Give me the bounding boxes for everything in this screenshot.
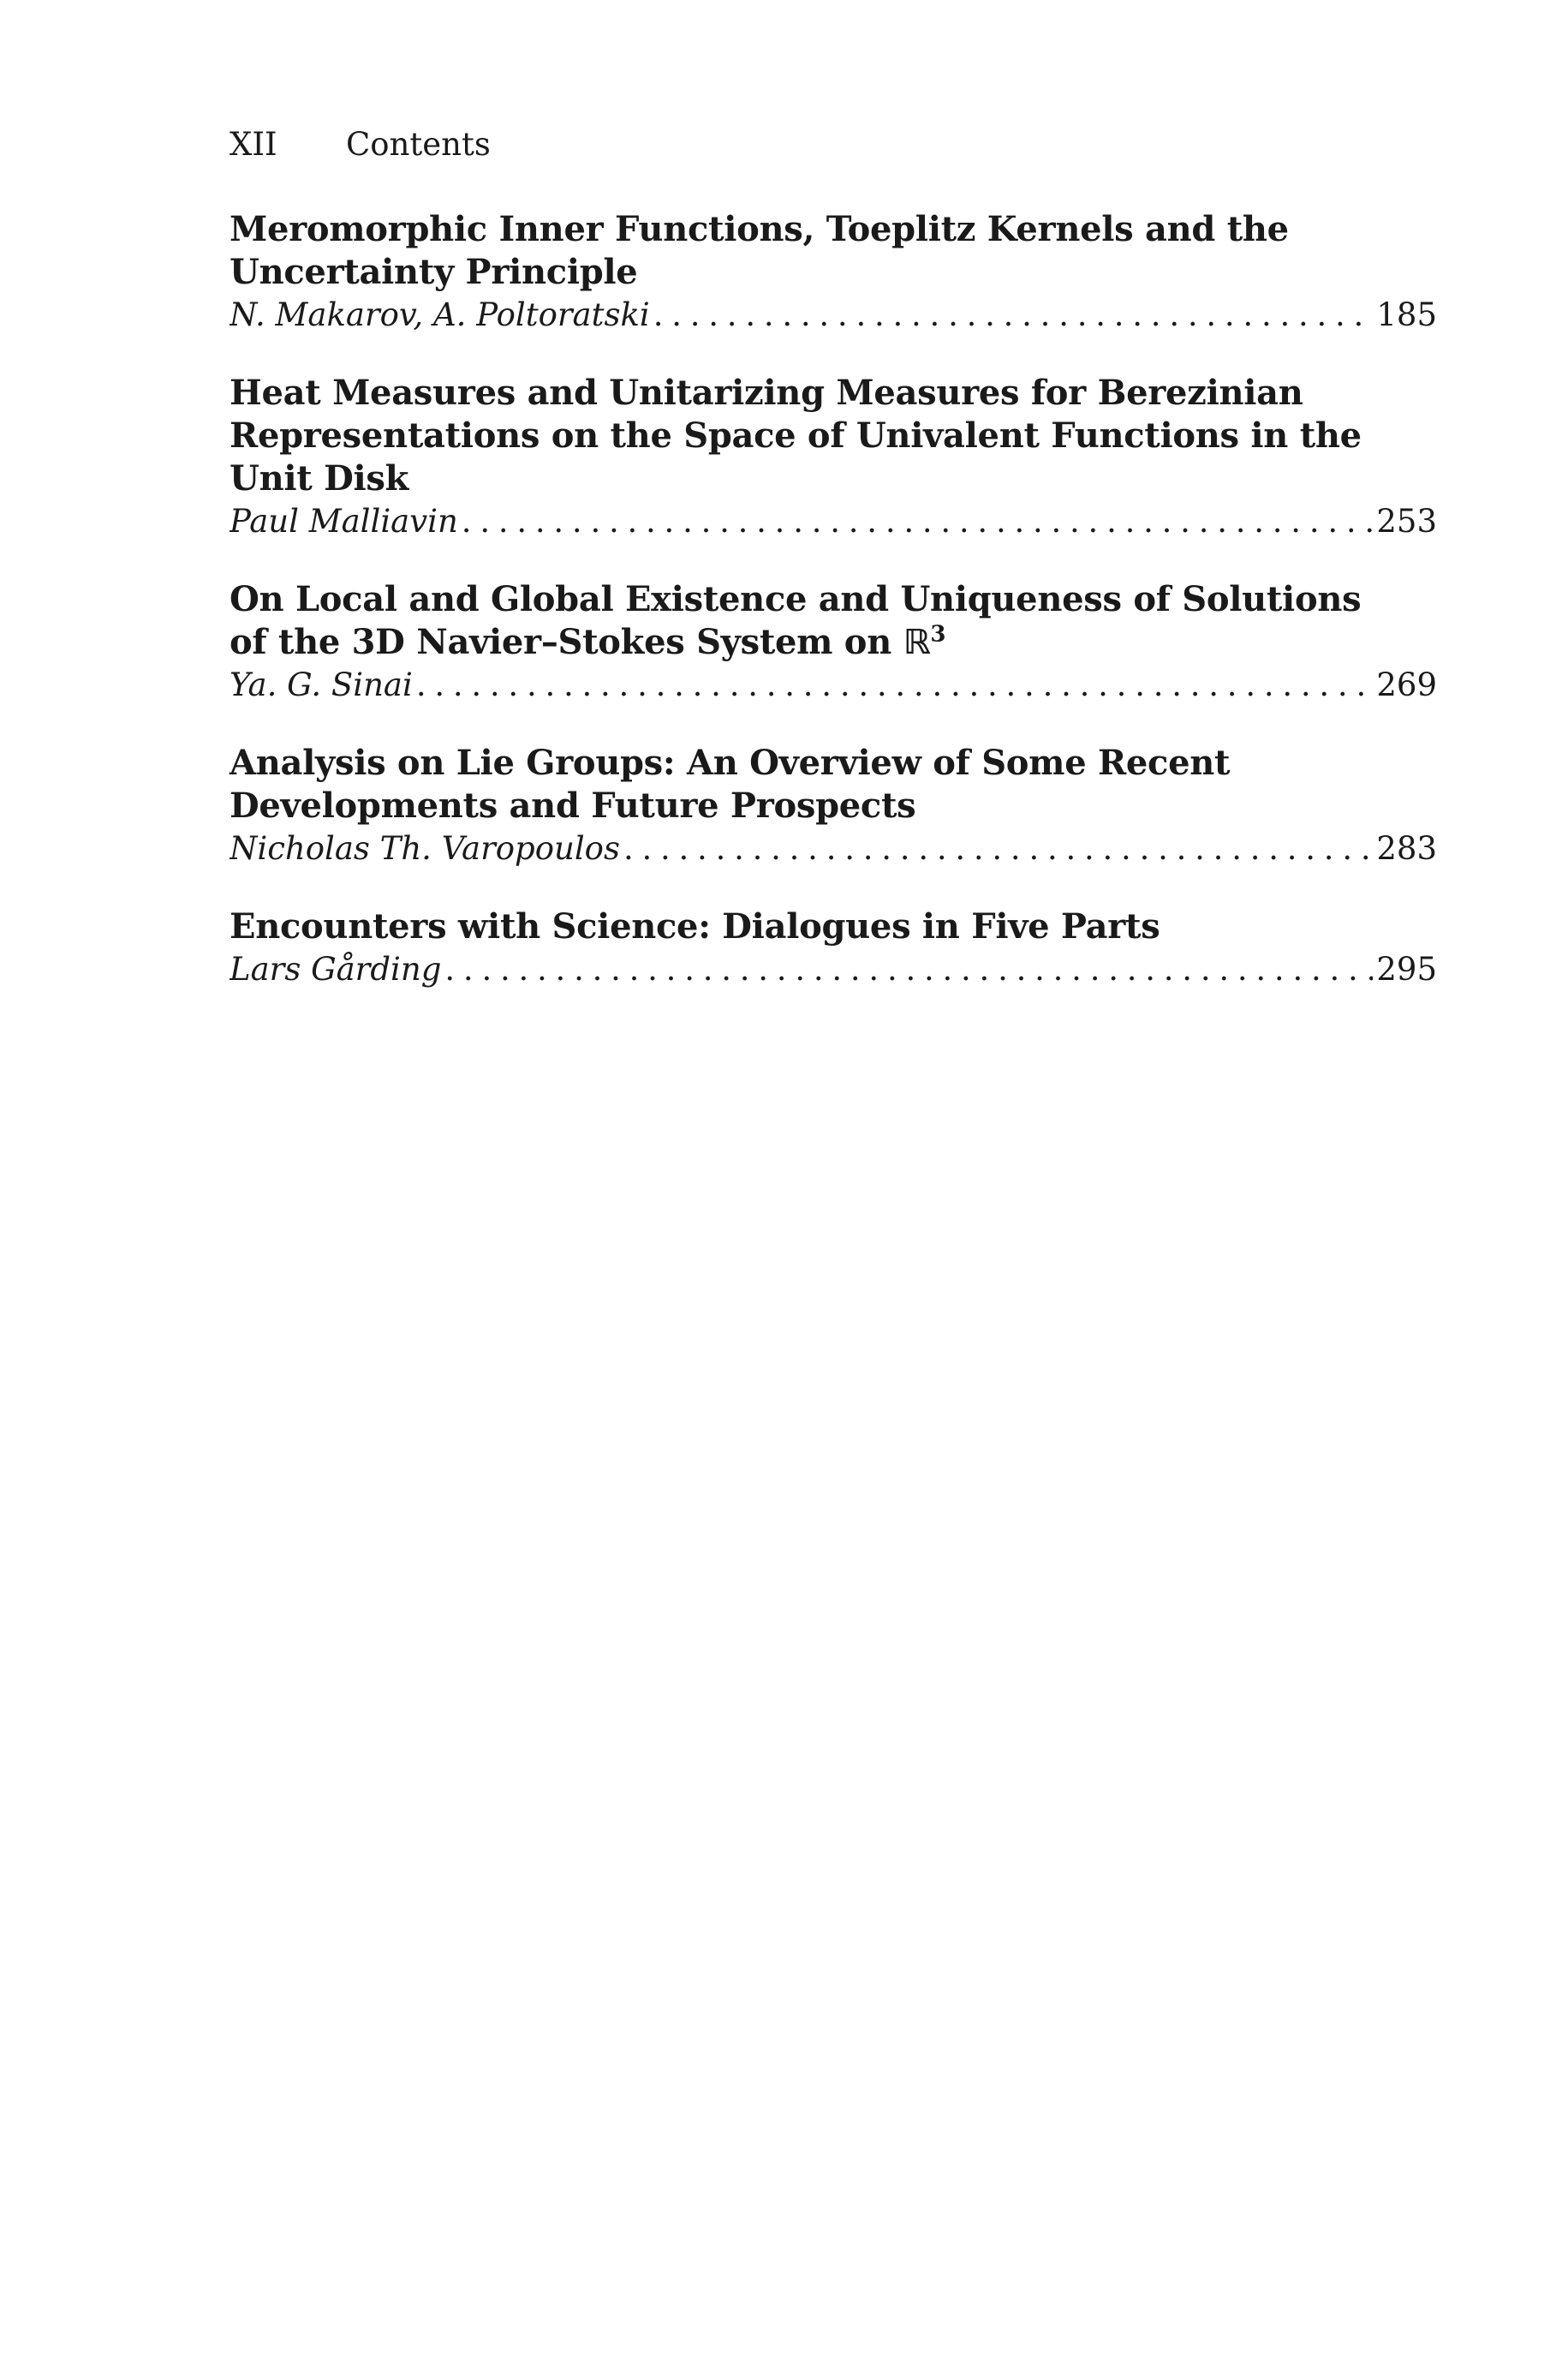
entry-author-line	[230, 948, 1437, 991]
entry-author-line	[230, 664, 1437, 707]
entry-title-text: On Local and Global Existence and Uniqueness of Solutions of the 3D Navier–Stokes System on	[230, 579, 1362, 662]
page	[230, 128, 1437, 1026]
entry-author-line	[230, 500, 1437, 543]
entry-title: Analysis on Lie Groups: An Overview of Some Recent Developments and Future Prospects	[230, 743, 1231, 826]
dot-leader	[623, 828, 1373, 870]
real-numbers-symbol: ℝ	[903, 623, 931, 662]
entry-page-number: 283	[1376, 830, 1437, 867]
entry-title: Heat Measures and Unitarizing Measures for Berezinian Representations on the Space of Univalent Functions in the Unit Disk	[230, 373, 1362, 499]
superscript-exponent: 3	[930, 621, 946, 648]
toc-entry	[230, 372, 1437, 543]
entry-page-number: 295	[1376, 951, 1437, 988]
dot-leader	[416, 664, 1374, 707]
entry-title: Encounters with Science: Dialogues in Five Parts	[230, 906, 1160, 947]
toc-entry	[230, 905, 1437, 991]
section-title: Contents	[346, 126, 491, 163]
table-of-contents	[230, 208, 1437, 991]
dot-leader	[653, 294, 1374, 337]
toc-entry	[230, 208, 1437, 337]
running-head	[230, 128, 1437, 180]
entry-page-number: 269	[1376, 666, 1437, 703]
entry-author: N. Makarov, A. Poltoratski	[230, 296, 650, 333]
page-number: XII	[230, 126, 277, 163]
entry-author: Paul Malliavin	[230, 503, 458, 540]
entry-title: Meromorphic Inner Functions, Toeplitz Kernels and the Uncertainty Principle	[230, 209, 1289, 292]
entry-author-line	[230, 294, 1437, 337]
entry-title	[230, 578, 1437, 664]
entry-author-line	[230, 828, 1437, 870]
dot-leader	[462, 500, 1374, 543]
toc-entry	[230, 578, 1437, 707]
toc-entry	[230, 742, 1437, 870]
entry-author: Nicholas Th. Varopoulos	[230, 830, 620, 867]
entry-page-number: 185	[1376, 296, 1437, 333]
entry-page-number: 253	[1376, 503, 1437, 540]
dot-leader	[444, 948, 1373, 991]
entry-author: Lars Gårding	[230, 951, 442, 988]
entry-author: Ya. G. Sinai	[230, 666, 413, 703]
